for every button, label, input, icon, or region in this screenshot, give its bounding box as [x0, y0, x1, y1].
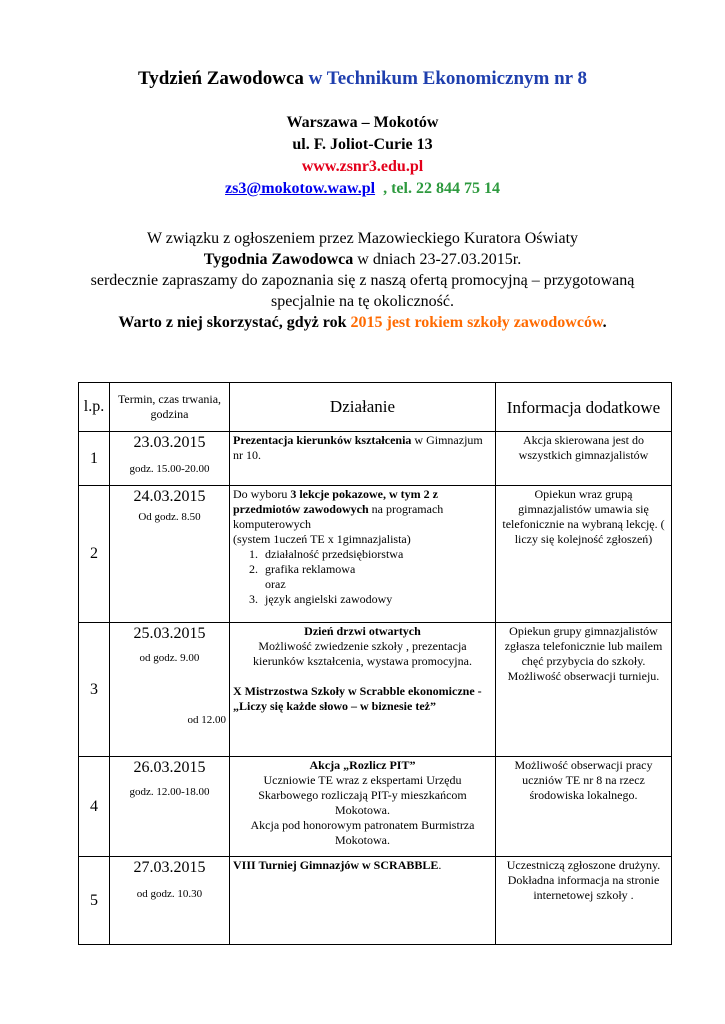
- phone: , tel. 22 844 75 14: [383, 180, 500, 197]
- school-address: [0, 112, 725, 200]
- table-header: l.p. Termin, czas trwania, godzina Działanie Informacja dodatkowe: [79, 383, 672, 432]
- email-link[interactable]: zs3@mokotow.waw.pl: [225, 180, 376, 197]
- website-link[interactable]: www.zsnr3.edu.pl: [301, 158, 424, 175]
- list-item: 1. działalność przedsiębiorstwa: [261, 547, 492, 562]
- intro-text: W związku z ogłoszeniem przez Mazowieckiego Kuratora Oświaty Tygodnia Zawodowca w dniach 23-27.03.2015r. serdecznie zapraszamy do zapoznania się z naszą ofertą promocyjną – przygotowaną specjalnie na tę okoliczność. Warto z niej skorzystać, gdyż rok 2015 jest rokiem szkoły zawodowców.: [90, 230, 635, 331]
- table-row: 2 24.03.2015 Od godz. 8.50 Do wyboru 3 lekcje pokazowe, w tym 2 z przedmiotów zawodowych na programach komputerowych (system 1uczeń TE x 1gimnazjalista) 1. działalność przedsiębiorstwa 2. grafika reklamowa oraz 3. język angielski zawodowy Opiekun wraz grupą gimnazjalistów umawia się telefonicznie na wybraną lekcję. ( liczy się kolejność zgłoszeń): [79, 486, 672, 623]
- list-item: 3. język angielski zawodowy: [261, 592, 492, 607]
- city: Warszawa – Mokotów: [286, 114, 439, 131]
- table-row: 4 26.03.2015 godz. 12.00-18.00 Akcja „Rozlicz PIT” Uczniowie TE wraz z ekspertami Urzędu Skarbowego rozliczają PIT-y mieszkańcom Mokotowa. Akcja pod honorowym patronatem Burmistrza Mokotowa. Możliwość obserwacji pracy uczniów TE nr 8 na rzecz środowiska lokalnego.: [79, 757, 672, 857]
- table-row: 3 25.03.2015 od godz. 9.00 od 12.00 Dzień drzwi otwartych Możliwość zwiedzenie szkoły , prezentacja kierunków kształcenia, wystawa promocyjna. X Mistrzostwa Szkoły w Scrabble ekonomiczne - „Liczy się każde słowo – w biznesie też” Opiekun grupy gimnazjalistów zgłasza telefonicznie lub mailem chęć przybycia do szkoły. Możliwość obserwacji turnieju.: [79, 623, 672, 757]
- page-title: Tydzień Zawodowca w Technikum Ekonomicznym nr 8: [137, 68, 588, 89]
- table-row: 1 23.03.2015 godz. 15.00-20.00 Prezentacja kierunków kształcenia w Gimnazjum nr 10. Akcja skierowana jest do wszystkich gimnazjalistów: [79, 432, 672, 486]
- list-item: 2. grafika reklamowa: [261, 562, 492, 577]
- events-table: [78, 382, 672, 945]
- table-row: 5 27.03.2015 od godz. 10.30 VIII Turniej Gimnazjów w SCRABBLE. Uczestniczą zgłoszone drużyny. Dokładna informacja na stronie internetowej szkoły .: [79, 857, 672, 945]
- street: ul. F. Joliot-Curie 13: [292, 136, 433, 153]
